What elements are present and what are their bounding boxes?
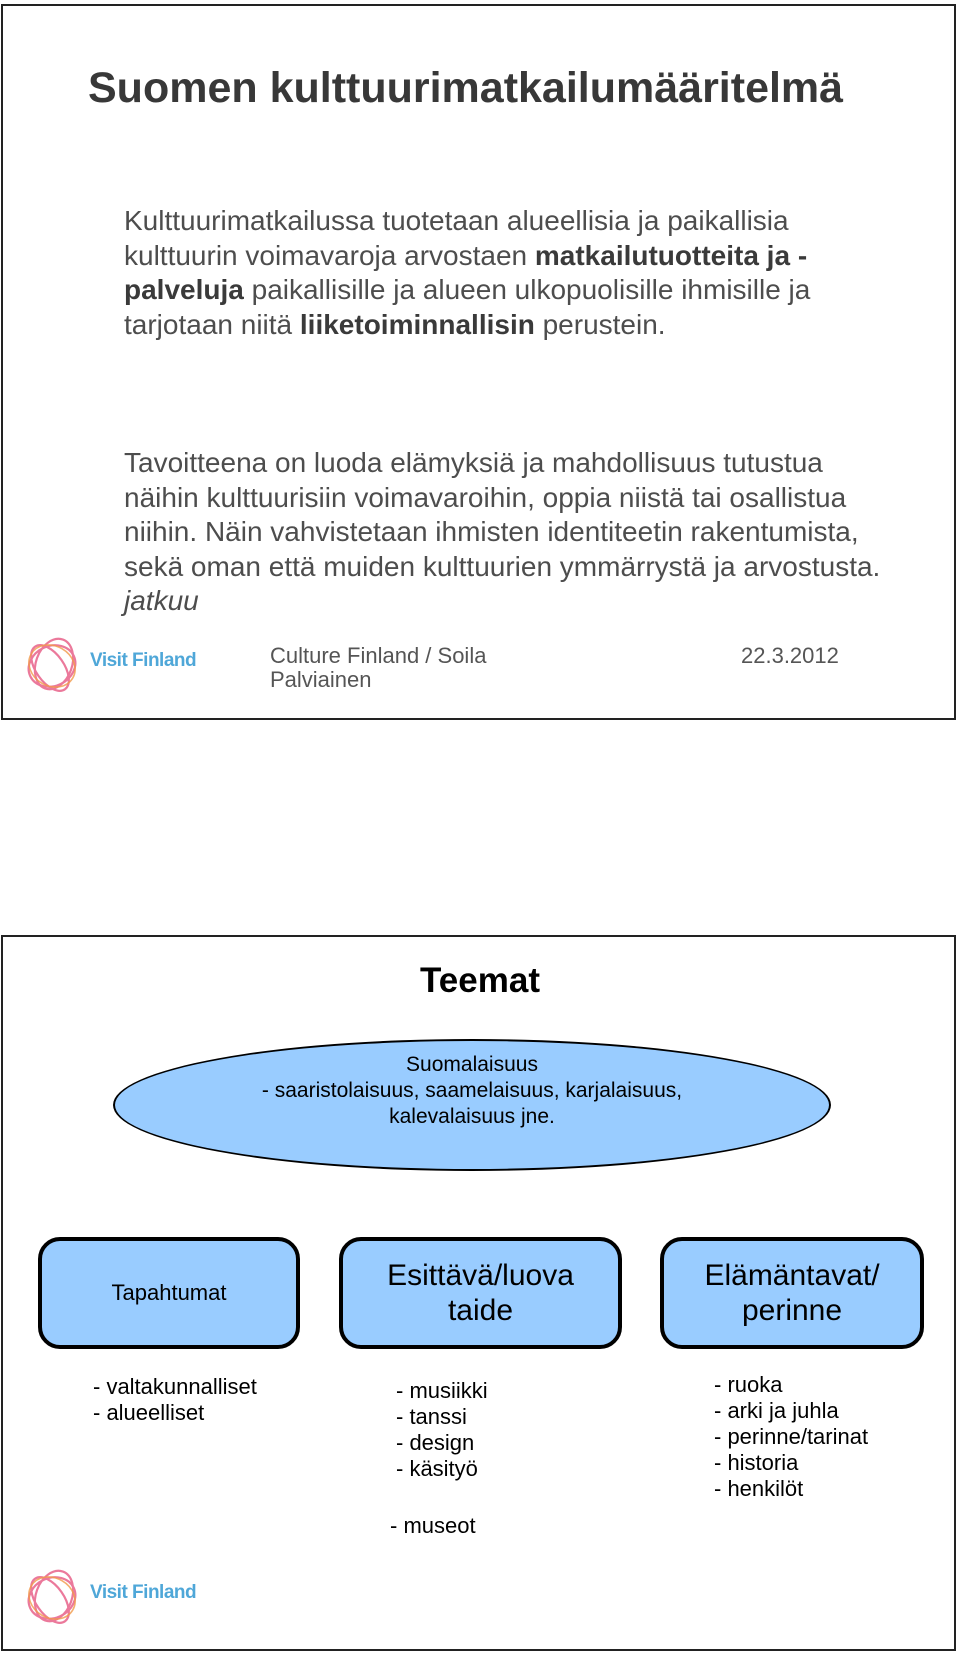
theme-ellipse-text [113, 1052, 831, 1130]
logo-swirl-icon [22, 1562, 90, 1632]
lifestyles-list [714, 1372, 868, 1502]
list-item: - perinne/tarinat [714, 1424, 869, 1449]
visit-finland-logo [22, 630, 212, 700]
list-item: - ruoka [714, 1372, 783, 1397]
visit-finland-logo [22, 1562, 212, 1632]
definition-paragraph [124, 204, 884, 342]
footer-organization: Culture Finland / Soila Palviainen [270, 643, 487, 692]
theme-box-arts-line-1: Esittävä/luova [387, 1259, 574, 1292]
ellipse-line-1: Suomalaisuus [406, 1053, 538, 1076]
logo-swirl-icon [22, 630, 90, 700]
definition-text-2: paikallisille ja alueen ulkopuolisille ihmisille ja tarjotaan niitä [124, 274, 811, 340]
goal-paragraph [124, 446, 884, 619]
definition-text-3: perustein. [534, 308, 666, 340]
definition-text-1: Kulttuurimatkailussa tuotetaan alueellisia ja paikallisia kulttuurin voimavaroja arvostaen [124, 205, 789, 271]
slide-2-title: Teemat [420, 961, 540, 1000]
list-item: - henkilöt [714, 1476, 804, 1501]
definition-bold-2: liiketoiminnallisin [299, 308, 535, 340]
list-item: - valtakunnalliset [93, 1374, 257, 1399]
events-list [93, 1374, 257, 1426]
theme-box-events [38, 1237, 300, 1349]
theme-box-events-label: Tapahtumat [111, 1280, 227, 1305]
definition-bold-1: matkailutuotteita ja -palveluja [124, 239, 808, 305]
list-item: - arki ja juhla [714, 1398, 839, 1423]
list-item: - tanssi [396, 1404, 467, 1429]
theme-box-lifestyles-line-1: Elämäntavat/ [704, 1259, 880, 1292]
theme-box-lifestyles [660, 1237, 924, 1349]
theme-box-lifestyles-line-2: perinne [741, 1294, 843, 1327]
arts-list [396, 1378, 488, 1482]
list-item: - musiikki [396, 1378, 488, 1403]
list-item: - design [396, 1430, 475, 1455]
logo-text: Visit Finland [90, 650, 197, 671]
theme-box-performing-arts [339, 1237, 622, 1349]
list-item: - käsityö [396, 1456, 478, 1481]
ellipse-line-3: kalevalaisuus jne. [389, 1105, 555, 1128]
goal-text: Tavoitteena on luoda elämyksiä ja mahdollisuus tutustua näihin kulttuurisiin voimavaroihin, oppia niistä tai osallistua niihin. Näin vahvistetaan ihmisten identiteetin rakentumista, sekä oman että muiden kulttuurien ymmärrystä ja arvostusta. [124, 447, 881, 582]
theme-box-arts-line-2: taide [447, 1294, 514, 1327]
logo-text: Visit Finland [90, 1582, 197, 1603]
arts-list-extra-item: - museot [390, 1513, 476, 1538]
footer-date: 22.3.2012 [741, 643, 839, 668]
list-item: - historia [714, 1450, 799, 1475]
continues-note: jatkuu [124, 585, 199, 616]
list-item: - alueelliset [93, 1400, 205, 1425]
ellipse-line-2: - saaristolaisuus, saamelaisuus, karjalaisuus, [261, 1079, 683, 1102]
slide-1-title: Suomen kulttuurimatkailumääritelmä [88, 64, 844, 112]
